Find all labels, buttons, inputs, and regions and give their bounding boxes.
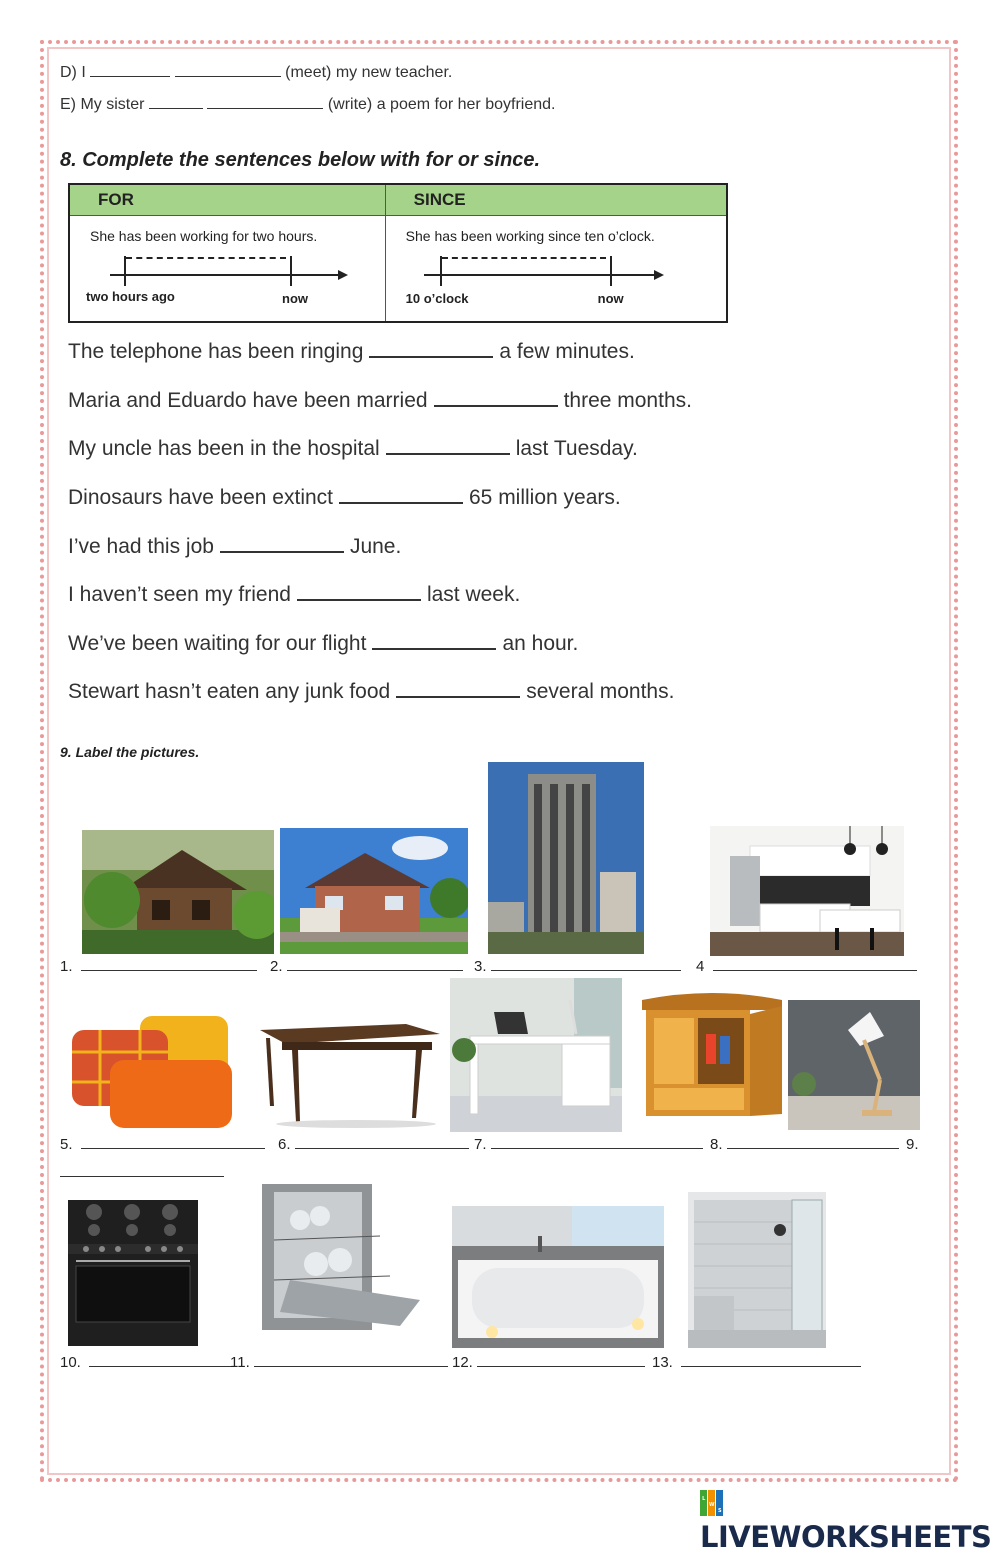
logo-mark-icon	[700, 1489, 724, 1515]
sentence-8: Stewart hasn’t eaten any junk food several months.	[68, 680, 675, 703]
picture-apartment-block	[488, 762, 644, 954]
answer-blank[interactable]	[681, 1354, 861, 1367]
sentence-7: We’ve been waiting for our flight an hour.	[68, 632, 579, 655]
for-since-table	[68, 183, 728, 323]
picture-brick-house	[280, 828, 468, 954]
answer-blank[interactable]	[89, 1354, 233, 1367]
logo-mark-letter: S	[717, 1508, 722, 1514]
since-header: SINCE	[385, 184, 727, 216]
label-6: 6.	[278, 1136, 469, 1153]
picture-cushions	[60, 1012, 242, 1132]
label-4: 4	[696, 958, 917, 975]
logo-mark-letter: W	[708, 1502, 715, 1508]
label-11: 11.	[230, 1354, 448, 1371]
timeline-line	[110, 274, 340, 276]
liveworksheets-logo	[700, 1486, 1000, 1554]
answer-blank[interactable]	[434, 389, 558, 407]
picture-table	[256, 1022, 442, 1128]
label-5: 5.	[60, 1136, 265, 1153]
now-label: now	[597, 291, 624, 306]
for-header: FOR	[69, 184, 385, 216]
picture-cooker	[64, 1190, 202, 1348]
picture-shower	[688, 1192, 826, 1348]
exercise-8-title: 8. Complete the sentences below with for or since.	[60, 149, 541, 171]
timeline-tick	[124, 256, 126, 286]
for-example: She has been working for two hours.	[90, 228, 318, 244]
label-3: 3.	[474, 958, 681, 975]
sentence-1: The telephone has been ringing a few minutes.	[68, 340, 635, 363]
picture-kitchen	[710, 826, 904, 956]
timeline-tick	[290, 256, 292, 286]
label-8: 8.	[710, 1136, 899, 1153]
now-label: now	[282, 291, 308, 306]
label-1: 1.	[60, 958, 257, 975]
answer-blank[interactable]	[727, 1136, 899, 1149]
timeline-tick	[440, 256, 442, 286]
for-example-cell	[69, 216, 385, 323]
picture-lamp	[788, 1000, 920, 1130]
since-start-label: 10 o’clock	[405, 291, 469, 306]
exercise-7-item-d: D) I (meet) my new teacher.	[60, 64, 453, 81]
answer-blank[interactable]	[90, 62, 170, 77]
sentence-2: Maria and Eduardo have been married three months.	[68, 389, 692, 412]
label-10: 10.	[60, 1354, 233, 1371]
answer-blank[interactable]	[386, 437, 510, 455]
since-example: She has been working since ten o’clock.	[405, 228, 655, 244]
for-start-label: two hours ago	[86, 289, 175, 304]
picture-dishwasher	[260, 1180, 424, 1332]
label-7: 7.	[474, 1136, 703, 1153]
timeline-dashes	[442, 257, 606, 259]
label-2: 2.	[270, 958, 463, 975]
answer-blank[interactable]	[220, 535, 344, 553]
timeline-dashes	[126, 257, 286, 259]
timeline-line	[424, 274, 656, 276]
sentence-3: My uncle has been in the hospital last Tuesday.	[68, 437, 638, 460]
answer-blank[interactable]	[369, 340, 493, 358]
answer-blank[interactable]	[491, 1136, 703, 1149]
since-example-cell	[385, 216, 727, 323]
answer-blank[interactable]	[396, 680, 520, 698]
answer-blank[interactable]	[491, 958, 681, 971]
sentence-5: I’ve had this job June.	[68, 535, 402, 558]
logo-mark-letter: L	[702, 1496, 705, 1502]
answer-blank[interactable]	[297, 583, 421, 601]
picture-wooden-hut	[82, 830, 274, 954]
picture-wardrobe	[636, 986, 788, 1130]
answer-blank[interactable]	[81, 1136, 265, 1149]
timeline-tick	[610, 256, 612, 286]
answer-blank[interactable]	[287, 958, 463, 971]
logo-text: LIVEWORKSHEETS	[700, 1520, 992, 1554]
answer-blank[interactable]	[254, 1354, 448, 1367]
picture-bathtub	[452, 1206, 664, 1348]
answer-blank[interactable]	[81, 958, 257, 971]
picture-desk	[450, 978, 622, 1132]
answer-blank[interactable]	[372, 632, 496, 650]
arrowhead-icon	[654, 270, 664, 280]
label-9: 9.	[906, 1136, 919, 1153]
sentence-4: Dinosaurs have been extinct 65 million years.	[68, 486, 621, 509]
answer-blank[interactable]	[149, 94, 203, 109]
answer-blank[interactable]	[175, 62, 281, 77]
sentence-6: I haven’t seen my friend last week.	[68, 583, 521, 606]
label-13: 13.	[652, 1354, 861, 1371]
label-12: 12.	[452, 1354, 645, 1371]
answer-blank[interactable]	[713, 958, 917, 971]
answer-blank[interactable]	[477, 1354, 645, 1367]
exercise-9-title: 9. Label the pictures.	[60, 744, 200, 760]
answer-blank[interactable]	[207, 94, 323, 109]
answer-blank[interactable]	[339, 486, 463, 504]
answer-blank[interactable]	[295, 1136, 469, 1149]
arrowhead-icon	[338, 270, 348, 280]
answer-blank[interactable]	[60, 1176, 224, 1177]
exercise-7-item-e: E) My sister (write) a poem for her boyfriend.	[60, 96, 556, 113]
